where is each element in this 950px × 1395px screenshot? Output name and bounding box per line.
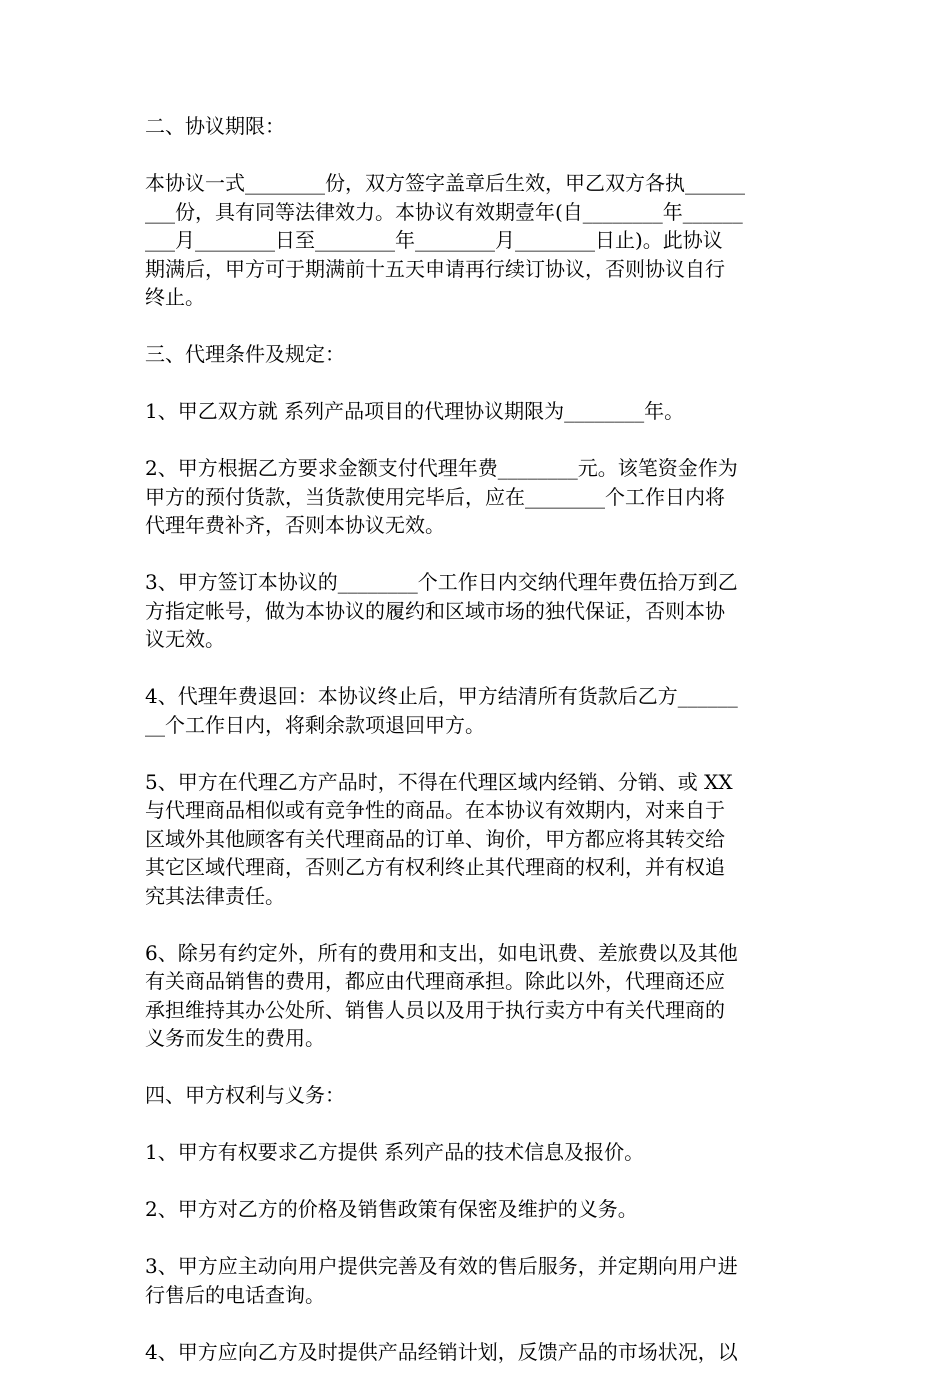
paragraph [145, 1081, 811, 1110]
text-line: 甲方的预付货款，当货款使用完毕后，应在________个工作日内将 [145, 484, 725, 509]
paragraph [145, 454, 811, 540]
paragraph [145, 939, 811, 1053]
paragraph [145, 397, 811, 426]
text-line: 5、甲方在代理乙方产品时，不得在代理区域内经销、分销、或 XX [145, 769, 733, 794]
text-line: 2、甲方对乙方的价格及销售政策有保密及维护的义务。 [145, 1197, 638, 1221]
text-line: 2、甲方根据乙方要求金额支付代理年费________元。该笔资金作为 [145, 456, 738, 480]
text-line: 本协议一式________份，双方签字盖章后生效，甲乙双方各执______ [145, 171, 745, 195]
text-line: 承担维持其办公处所、销售人员以及用于执行卖方中有关代理商的 [145, 997, 725, 1022]
text-line: 究其法律责任。 [145, 883, 285, 908]
text-line: 3、甲方签订本协议的________个工作日内交纳代理年费伍拾万到乙 [145, 570, 738, 594]
document-body [145, 112, 811, 1395]
paragraph [145, 1252, 811, 1309]
text-line: ___份，具有同等法律效力。本协议有效期壹年(自________年______ [145, 199, 743, 224]
text-line: 3、甲方应主动向用户提供完善及有效的售后服务，并定期向用户进 [145, 1254, 738, 1278]
paragraph [145, 1138, 811, 1167]
text-line: 其它区域代理商，否则乙方有权利终止其代理商的权利，并有权追 [145, 855, 725, 879]
paragraph [145, 112, 811, 141]
text-line: 与代理商品相似或有竞争性的商品。在本协议有效期内，对来自于 [145, 798, 725, 822]
text-line: 终止。 [145, 285, 205, 309]
paragraph [145, 1195, 811, 1224]
text-line: __个工作日内，将剩余款项退回甲方。 [145, 712, 485, 737]
paragraph [145, 682, 811, 739]
paragraph [145, 340, 811, 369]
text-line: 有关商品销售的费用，都应由代理商承担。除此以外，代理商还应 [145, 969, 725, 993]
text-line: 代理年费补齐，否则本协议无效。 [145, 513, 445, 537]
text-line: 义务而发生的费用。 [145, 1026, 325, 1050]
text-line: ___月________日至________年________月________日止)。此协议 [145, 228, 723, 252]
paragraph [145, 568, 811, 654]
text-line: 三、代理条件及规定： [145, 342, 345, 366]
text-line: 1、甲方有权要求乙方提供 系列产品的技术信息及报价。 [145, 1140, 645, 1164]
text-line: 议无效。 [145, 627, 225, 651]
paragraph [145, 1338, 811, 1367]
text-line: 二、协议期限： [145, 114, 285, 138]
paragraph [145, 169, 811, 312]
text-line: 四、甲方权利与义务： [145, 1083, 345, 1107]
text-line: 6、除另有约定外，所有的费用和支出，如电讯费、差旅费以及其他 [145, 940, 738, 965]
text-line: 行售后的电话查询。 [145, 1282, 325, 1307]
text-line: 4、代理年费退回：本协议终止后，甲方结清所有货款后乙方______ [145, 684, 738, 708]
text-line: 4、甲方应向乙方及时提供产品经销计划，反馈产品的市场状况，以 [145, 1339, 738, 1364]
text-line: 方指定帐号，做为本协议的履约和区域市场的独代保证，否则本协 [145, 598, 725, 623]
text-line: 1、甲乙双方就 系列产品项目的代理协议期限为________年。 [145, 399, 685, 423]
text-line: 区域外其他顾客有关代理商品的订单、询价，甲方都应将其转交给 [145, 826, 725, 851]
text-line: 期满后，甲方可于期满前十五天申请再行续订协议，否则协议自行 [145, 256, 725, 281]
paragraph [145, 768, 811, 911]
